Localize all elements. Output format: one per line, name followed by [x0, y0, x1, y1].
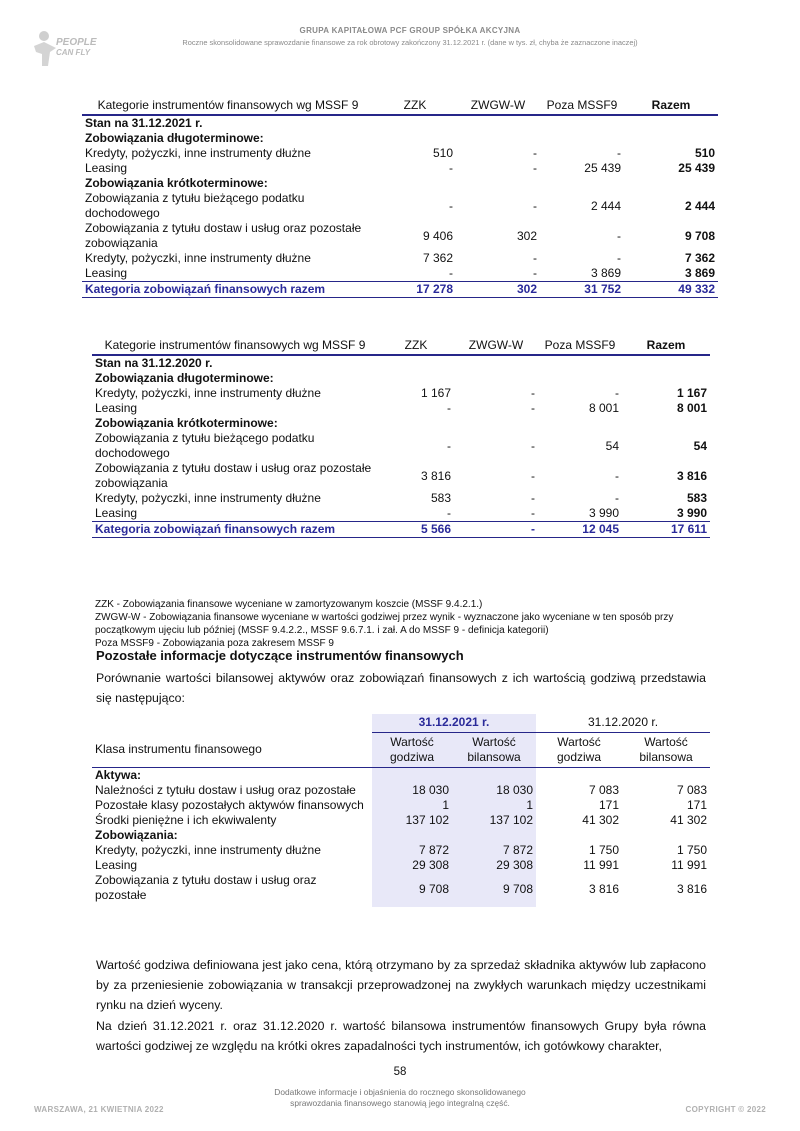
- financial-categories-table-2020: [92, 336, 710, 538]
- cell-razem: 1 167: [676, 386, 707, 400]
- cell-zwgw: -: [531, 386, 535, 400]
- total-zzk: 5 566: [378, 522, 454, 538]
- cell-razem: 8 001: [676, 401, 707, 415]
- cell-book-2020: 7 083: [676, 782, 707, 797]
- footer-copyright: COPYRIGHT © 2022: [685, 1105, 766, 1114]
- cell-zwgw: -: [531, 506, 535, 520]
- row-label: Kredyty, pożyczki, inne instrumenty dłużne: [85, 251, 311, 265]
- cell-poza: -: [617, 228, 621, 243]
- fair-value-table: [92, 714, 710, 907]
- cell-zzk: -: [447, 438, 451, 453]
- cell-zwgw: -: [533, 198, 537, 213]
- table-header-row: [82, 96, 718, 115]
- short-term-label: Zobowiązania krótkoterminowe:: [95, 416, 278, 430]
- logo-text: PEOPLE: [56, 37, 97, 48]
- header-category: Kategorie instrumentów finansowych wg MSSF 9: [104, 338, 366, 352]
- row-label: Należności z tytułu dostaw i usług oraz pozostałe: [95, 782, 356, 797]
- table-row: [92, 843, 710, 858]
- cell-fair-2020: 3 816: [588, 882, 619, 896]
- group-name: GRUPA KAPITAŁOWA PCF GROUP SPÓŁKA AKCYJNA: [299, 26, 521, 35]
- row-label: Leasing: [95, 401, 138, 415]
- paragraph-fair-value-definition: Wartość godziwa definiowana jest jako cena, którą otrzymano by za sprzedaż składnika aktywów lub zapłacono by za przeniesienie zobowiązania w transakcji przeprowadzonej na zwykłych warunkach między uczestnikami rynku na dzień wyceny.: [96, 958, 706, 1012]
- cell-zzk: -: [449, 266, 453, 280]
- row-label: Zobowiązania z tytułu dostaw i usług oraz pozostałe zobowiązania: [85, 221, 362, 250]
- cell-zzk: 3 816: [420, 468, 451, 483]
- table-row: [92, 873, 710, 907]
- total-label: Kategoria zobowiązań finansowych razem: [92, 522, 378, 538]
- table-row: [92, 813, 710, 828]
- cell-zwgw: 302: [516, 228, 537, 243]
- page-header: [0, 26, 800, 47]
- total-poza: 12 045: [538, 522, 622, 538]
- cell-book-2021: 29 308: [452, 858, 536, 873]
- table-row: [92, 783, 710, 798]
- cell-poza: 8 001: [588, 401, 619, 415]
- cell-poza: -: [615, 468, 619, 483]
- short-term-label: Zobowiązania krótkoterminowe:: [85, 176, 268, 190]
- cell-razem: 3 869: [684, 266, 715, 280]
- table-header-row: [92, 732, 710, 767]
- section-title: Pozostałe informacje dotyczące instrumentów finansowych: [96, 648, 464, 663]
- header-zzk: ZZK: [403, 98, 427, 112]
- cell-fair-2021: 137 102: [372, 813, 452, 828]
- footnote-zzk: ZZK - Zobowiązania finansowe wyceniane w zamortyzowanym koszcie (MSSF 9.4.2.1.): [95, 599, 483, 610]
- table-row: [82, 266, 718, 282]
- cell-book-2020: 171: [686, 797, 707, 812]
- table-row: [92, 401, 710, 416]
- header-book-2021: Wartość bilansowa: [452, 732, 536, 767]
- row-label: Kredyty, pożyczki, inne instrumenty dłużne: [95, 386, 321, 400]
- table-row: [92, 858, 710, 873]
- table-header-row: [92, 336, 710, 355]
- total-row: [82, 282, 718, 298]
- table-row: [92, 431, 710, 461]
- cell-book-2021: 18 030: [452, 783, 536, 798]
- cell-fair-2020: 1 750: [588, 842, 619, 857]
- cell-fair-2020: 41 302: [582, 812, 619, 827]
- cell-fair-2020: 11 991: [583, 857, 619, 872]
- report-subtitle: Roczne skonsolidowane sprawozdanie finansowe za rok obrotowy zakończony 31.12.2021 r. (dane w tys. zł, chyba że zaznaczone inaczej): [182, 38, 638, 47]
- page-number: 58: [393, 1066, 407, 1078]
- header-zwgw: ZWGW-W: [468, 338, 524, 352]
- cell-zzk: 1 167: [420, 386, 451, 400]
- cell-fair-2021: 29 308: [372, 858, 452, 873]
- table-row: [92, 506, 710, 522]
- cell-book-2021: 7 872: [452, 843, 536, 858]
- row-label: Kredyty, pożyczki, inne instrumenty dłużne: [95, 491, 321, 505]
- footer-note-line-1: Dodatkowe informacje i objaśnienia do rocznego skonsolidowanego: [274, 1087, 526, 1097]
- header-book-2020: Wartość bilansowa: [639, 734, 693, 764]
- cell-poza: 3 869: [590, 266, 621, 280]
- cell-poza: 2 444: [590, 198, 621, 213]
- cell-poza: 3 990: [588, 506, 619, 520]
- footnote-zwgw: ZWGW-W - Zobowiązania finansowe wyceniane w wartości godziwej przez wynik - wyznaczone jako wyceniane w ten sposób przy początkowym ujęciu lub później (MSSF 9.4.2.2., MSSF 9.6.7.1. i zał. A do MSSF 9 - definicja kategorii): [95, 612, 674, 636]
- row-label: Kredyty, pożyczki, inne instrumenty dłużne: [85, 146, 311, 160]
- cell-zzk: 7 362: [422, 251, 453, 265]
- cell-zzk: 510: [432, 146, 453, 160]
- cell-razem: 583: [686, 491, 707, 505]
- row-label: Kredyty, pożyczki, inne instrumenty dłużne: [95, 842, 321, 857]
- cell-poza: -: [615, 386, 619, 400]
- table-row: [82, 161, 718, 176]
- header-poza: Poza MSSF9: [546, 98, 618, 112]
- total-row: [92, 522, 710, 538]
- paragraph-book-value: Na dzień 31.12.2021 r. oraz 31.12.2020 r. wartość bilansowa instrumentów finansowych Grupy była równa wartości godziwej ze względu na krótki okres zapadalności tych instrumentów, ich gotówkowy charakter,: [96, 1019, 706, 1053]
- liabilities-label: Zobowiązania:: [95, 827, 178, 842]
- cell-razem: 2 444: [684, 198, 715, 213]
- header-razem: Razem: [651, 98, 691, 112]
- long-term-label: Zobowiązania długoterminowe:: [95, 371, 274, 385]
- row-label: Leasing: [85, 266, 128, 280]
- row-label: Pozostałe klasy pozostałych aktywów finansowych: [95, 797, 364, 812]
- row-label: Leasing: [95, 857, 138, 872]
- row-label: Zobowiązania z tytułu dostaw i usług oraz pozostałe zobowiązania: [95, 461, 372, 490]
- table-row: [92, 386, 710, 401]
- total-zwgw: -: [454, 522, 538, 538]
- cell-poza: -: [617, 251, 621, 265]
- cell-zwgw: -: [531, 401, 535, 415]
- cell-fair-2021: 9 708: [372, 873, 452, 907]
- date-label: Stan na 31.12.2021 r.: [85, 116, 203, 130]
- cell-fair-2021: 18 030: [372, 783, 452, 798]
- total-zzk: 17 278: [374, 282, 456, 298]
- header-razem: Razem: [646, 338, 686, 352]
- cell-book-2020: 1 750: [676, 842, 707, 857]
- cell-razem: 510: [694, 146, 715, 160]
- header-class: Klasa instrumentu finansowego: [95, 741, 262, 756]
- date-label: Stan na 31.12.2020 r.: [95, 356, 213, 370]
- header-category: Kategorie instrumentów finansowych wg MSSF 9: [97, 98, 359, 112]
- cell-fair-2021: 1: [372, 798, 452, 813]
- cell-zwgw: -: [533, 251, 537, 265]
- total-zwgw: 302: [456, 282, 540, 298]
- header-2021: 31.12.2021 r.: [372, 714, 536, 732]
- header-zzk: ZZK: [404, 338, 428, 352]
- row-label: Leasing: [85, 161, 128, 175]
- cell-zzk: 9 406: [422, 228, 453, 243]
- cell-razem: 25 439: [678, 161, 715, 175]
- footnotes: [95, 598, 695, 650]
- table-row: [82, 191, 718, 221]
- cell-zwgw: -: [531, 438, 535, 453]
- cell-zzk: -: [449, 198, 453, 213]
- cell-poza: 25 439: [584, 161, 621, 175]
- row-label: Zobowiązania z tytułu bieżącego podatku dochodowego: [95, 431, 315, 460]
- cell-zwgw: -: [533, 161, 537, 175]
- cell-fair-2020: 171: [598, 797, 619, 812]
- cell-zwgw: -: [531, 468, 535, 483]
- footer-place-date: WARSZAWA, 21 KWIETNIA 2022: [34, 1105, 164, 1114]
- header-2020: 31.12.2020 r.: [536, 714, 710, 732]
- cell-book-2021: 137 102: [452, 813, 536, 828]
- cell-poza: -: [615, 491, 619, 505]
- row-label: Leasing: [95, 506, 138, 520]
- row-label: Zobowiązania z tytułu dostaw i usług oraz pozostałe: [95, 872, 317, 902]
- total-razem: 17 611: [622, 522, 710, 538]
- financial-categories-table-2021: [82, 96, 718, 298]
- cell-zzk: -: [447, 506, 451, 520]
- table-row: [82, 221, 718, 251]
- cell-fair-2020: 7 083: [588, 782, 619, 797]
- header-fair-2020: Wartość godziwa: [556, 734, 602, 764]
- cell-zzk: -: [447, 401, 451, 415]
- cell-book-2020: 3 816: [676, 882, 707, 896]
- cell-razem: 3 990: [676, 506, 707, 520]
- table-row: [92, 461, 710, 491]
- cell-zwgw: -: [533, 266, 537, 280]
- total-label: Kategoria zobowiązań finansowych razem: [82, 282, 374, 298]
- total-poza: 31 752: [540, 282, 624, 298]
- table-row: [82, 251, 718, 266]
- cell-razem: 3 816: [676, 468, 707, 483]
- cell-zwgw: -: [531, 491, 535, 505]
- footer-note-line-2: sprawozdania finansowego stanowią jego integralną część.: [290, 1098, 510, 1108]
- cell-razem: 54: [693, 438, 707, 453]
- cell-book-2021: 9 708: [452, 873, 536, 907]
- cell-razem: 9 708: [684, 228, 715, 243]
- footnote-poza: Poza MSSF9 - Zobowiązania poza zakresem MSSF 9: [95, 638, 334, 649]
- cell-book-2020: 11 991: [671, 857, 707, 872]
- row-label: Środki pieniężne i ich ekwiwalenty: [95, 812, 277, 827]
- table-row: [82, 146, 718, 161]
- cell-book-2020: 41 302: [670, 812, 707, 827]
- header-poza: Poza MSSF9: [544, 338, 616, 352]
- header-zwgw: ZWGW-W: [470, 98, 526, 112]
- cell-razem: 7 362: [684, 251, 715, 265]
- long-term-label: Zobowiązania długoterminowe:: [85, 131, 264, 145]
- cell-book-2021: 1: [452, 798, 536, 813]
- header-fair-2021: Wartość godziwa: [372, 732, 452, 767]
- table-row: [92, 798, 710, 813]
- table-row: [92, 491, 710, 506]
- cell-poza: -: [617, 146, 621, 160]
- logo-text-2: CAN FLY: [56, 48, 91, 57]
- cell-poza: 54: [605, 438, 619, 453]
- cell-zzk: -: [449, 161, 453, 175]
- row-label: Zobowiązania z tytułu bieżącego podatku dochodowego: [85, 191, 305, 220]
- intro-paragraph: Porównanie wartości bilansowej aktywów oraz zobowiązań finansowych z ich wartością godziwą przedstawia się następująco:: [96, 671, 706, 705]
- total-razem: 49 332: [624, 282, 718, 298]
- cell-zwgw: -: [533, 146, 537, 160]
- assets-label: Aktywa:: [95, 767, 142, 782]
- cell-fair-2021: 7 872: [372, 843, 452, 858]
- cell-zzk: 583: [430, 491, 451, 505]
